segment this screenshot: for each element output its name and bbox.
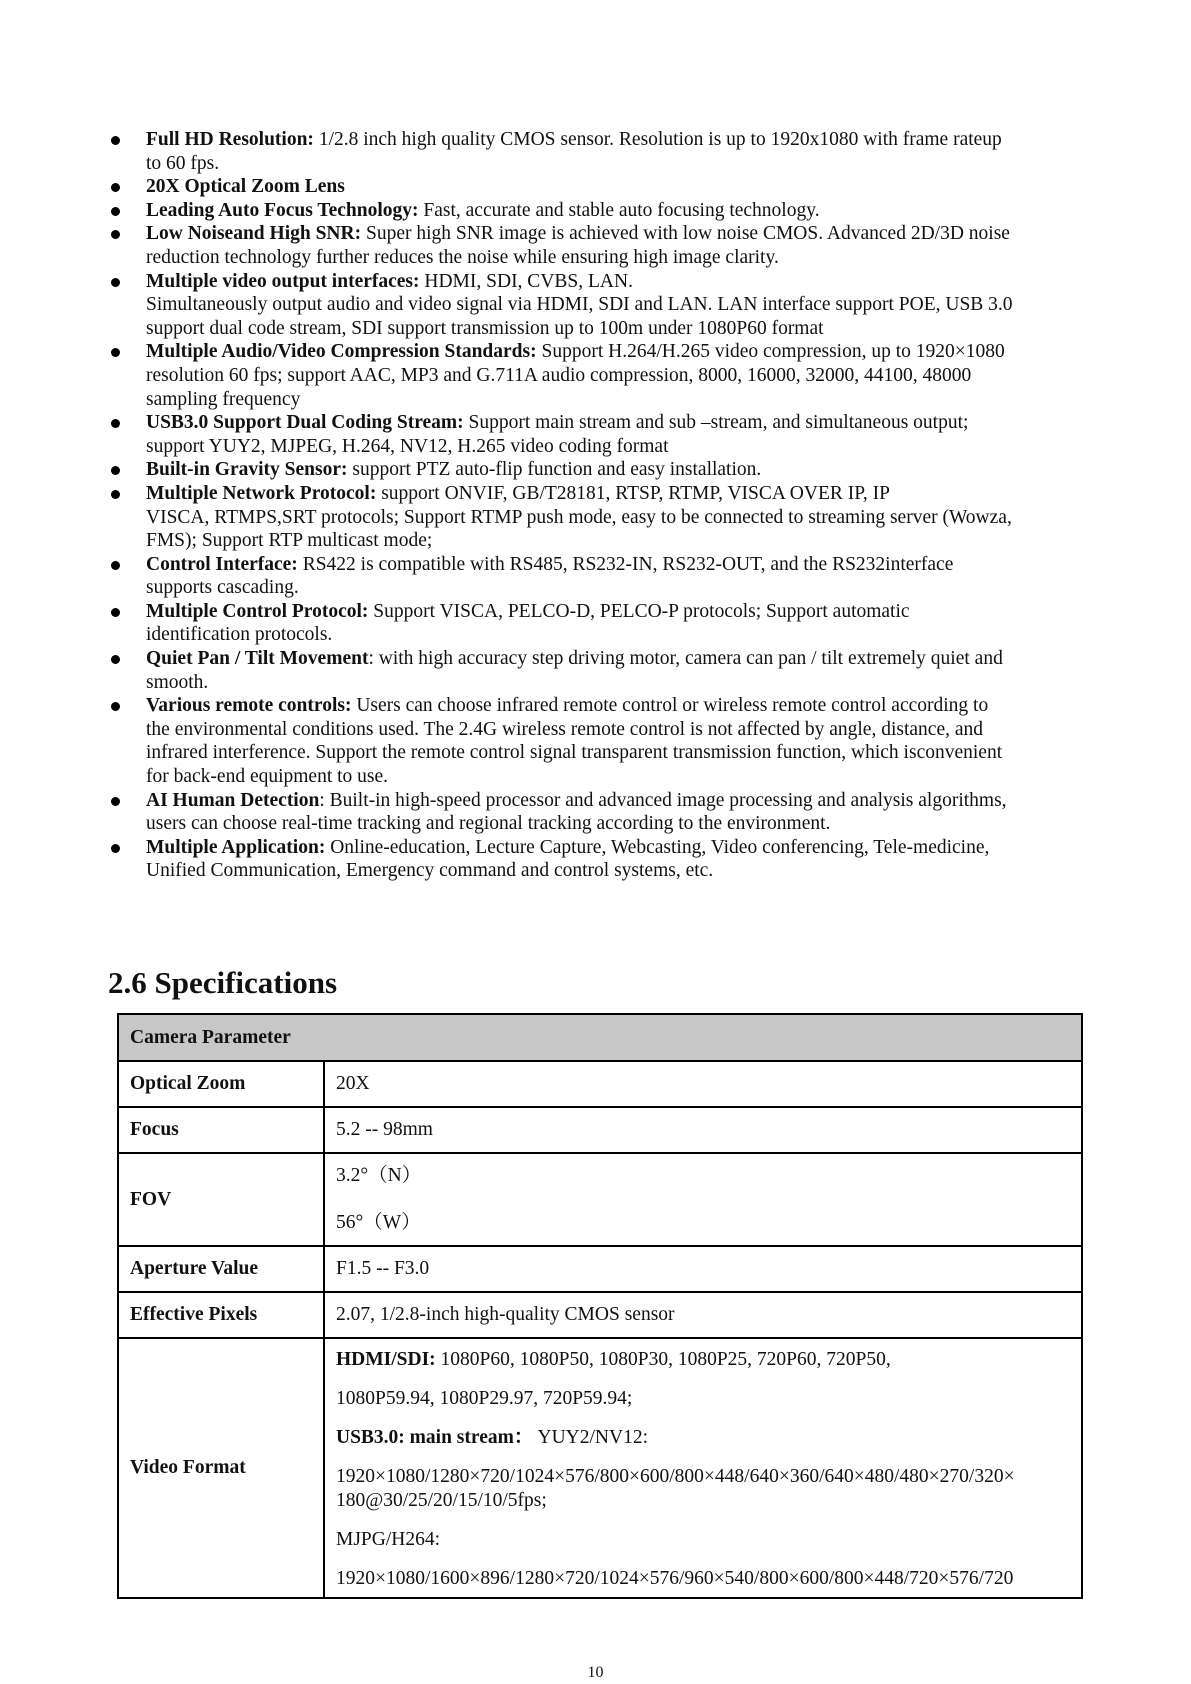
feature-title: AI Human Detection (146, 789, 320, 811)
bullet-icon (111, 230, 120, 239)
feature-title: Control Interface: (146, 553, 298, 575)
bullet-icon (111, 466, 120, 475)
feature-text: Support main stream and sub –stream, and simultaneous output; (463, 412, 969, 434)
bullet-icon (111, 561, 120, 570)
usb-formats: 1920×1080/1280×720/1024×576/800×600/800×448/640×360/640×480/480×270/320× (336, 1466, 1015, 1487)
bullet-icon (111, 278, 120, 287)
feature-text-line: FMS); Support RTP multicast mode; (146, 530, 433, 552)
mjpg-title: MJPG/H264: (336, 1529, 441, 1550)
feature-text: Super high SNR image is achieved with low noise CMOS. Advanced 2D/3D noise (361, 223, 1010, 245)
optical-zoom-value: 20X (324, 1061, 1082, 1107)
feature-title: 20X Optical Zoom Lens (146, 176, 345, 198)
feature-title: Various remote controls: (146, 695, 352, 717)
feature-title: Multiple video output interfaces: (146, 270, 420, 292)
feature-item (108, 482, 1094, 553)
feature-text-line: for back-end equipment to use. (146, 766, 389, 788)
aperture-value: F1.5 -- F3.0 (324, 1246, 1082, 1292)
feature-item (108, 600, 1094, 647)
table-header: Camera Parameter (118, 1014, 1082, 1061)
feature-text: Users can choose infrared remote control or wireless remote control according to (351, 695, 989, 717)
feature-text: : with high accuracy step driving motor, camera can pan / tilt extremely quiet and (368, 648, 1003, 670)
hdmi-formats: 1080P60, 1080P50, 1080P30, 1080P25, 720P60, 720P50, (435, 1349, 891, 1370)
feature-text-line: infrared interference. Support the remote control signal transparent transmission function, which isconvenient (146, 742, 1003, 764)
pixels-label: Effective Pixels (118, 1292, 324, 1338)
spec-table (117, 1013, 1083, 1599)
feature-text-line: users can choose real-time tracking and regional tracking according to the environment. (146, 813, 831, 835)
focus-value: 5.2 -- 98mm (324, 1107, 1082, 1153)
table-row (118, 1153, 1082, 1246)
feature-text-line: smooth. (146, 671, 209, 693)
feature-item (108, 270, 1094, 341)
feature-text: RS422 is compatible with RS485, RS232-IN, RS232-OUT, and the RS232interface (297, 553, 954, 575)
video-format-label: Video Format (118, 1338, 324, 1598)
feature-title: USB3.0 Support Dual Coding Stream: (146, 412, 464, 434)
feature-title: Quiet Pan / Tilt Movement (146, 648, 369, 670)
usb-line (336, 1426, 1070, 1450)
hdmi-title: HDMI/SDI: (336, 1349, 436, 1370)
bullet-icon (111, 655, 120, 664)
feature-item (108, 694, 1094, 788)
fov-wide: 56°（W） (336, 1212, 421, 1233)
feature-item (108, 553, 1094, 600)
optical-zoom-label: Optical Zoom (118, 1061, 324, 1107)
bullet-icon (111, 183, 120, 192)
bullet-icon (111, 419, 120, 428)
feature-item (108, 458, 1094, 482)
feature-item (108, 222, 1094, 269)
feature-item (108, 411, 1094, 458)
bullet-icon (111, 490, 120, 499)
feature-item (108, 340, 1094, 411)
table-row (118, 1292, 1082, 1338)
feature-title: Multiple Application: (146, 836, 326, 858)
feature-text-line: Unified Communication, Emergency command and control systems, etc. (146, 860, 714, 882)
feature-item (108, 789, 1094, 836)
fov-narrow: 3.2°（N） (336, 1165, 422, 1186)
focus-label: Focus (118, 1107, 324, 1153)
table-row (118, 1061, 1082, 1107)
feature-item (108, 199, 1094, 223)
feature-text-line: resolution 60 fps; support AAC, MP3 and G.711A audio compression, 8000, 16000, 32000, 44100, 48000 (146, 364, 972, 386)
bullet-icon (111, 348, 120, 357)
fov-value (324, 1153, 1082, 1246)
feature-text: Fast, accurate and stable auto focusing technology. (418, 199, 820, 221)
feature-title: Multiple Control Protocol: (146, 600, 369, 622)
hdmi-line-2: 1080P59.94, 1080P29.97, 720P59.94; (336, 1388, 633, 1409)
feature-list (108, 128, 1094, 883)
bullet-icon (111, 608, 120, 617)
mjpg-formats: 1920×1080/1600×896/1280×720/1024×576/960×540/800×600/800×448/720×576/720 (336, 1568, 1014, 1589)
table-row (118, 1246, 1082, 1292)
aperture-label: Aperture Value (118, 1246, 324, 1292)
feature-text: Online-education, Lecture Capture, Webcasting, Video conferencing, Tele-medicine, (325, 836, 990, 858)
feature-text-line: reduction technology further reduces the noise while ensuring high image clarity. (146, 246, 779, 268)
feature-text-line: sampling frequency (146, 388, 301, 410)
feature-title: Full HD Resolution: (146, 129, 314, 150)
feature-title: Leading Auto Focus Technology: (146, 199, 419, 221)
feature-text: : Built-in high-speed processor and advanced image processing and analysis algorithms, (319, 789, 1007, 811)
feature-title: Multiple Network Protocol: (146, 482, 377, 504)
usb-text: YUY2/NV12: (533, 1427, 648, 1448)
feature-text-line: VISCA, RTMPS,SRT protocols; Support RTMP push mode, easy to be connected to streaming server (Wowza, (146, 506, 1012, 528)
feature-text-line: to 60 fps. (146, 152, 220, 174)
feature-text-line: Simultaneously output audio and video signal via HDMI, SDI and LAN. LAN interface support POE, USB 3.0 (146, 294, 1013, 316)
hdmi-line (336, 1348, 1070, 1372)
bullet-icon (111, 136, 120, 145)
table-header-row (118, 1014, 1082, 1061)
feature-text-line: identification protocols. (146, 624, 333, 646)
feature-text: support PTZ auto-flip function and easy installation. (347, 459, 762, 481)
feature-title: Low Noiseand High SNR: (146, 223, 362, 245)
feature-item (108, 647, 1094, 694)
feature-item (108, 836, 1094, 883)
pixels-value: 2.07, 1/2.8-inch high-quality CMOS sensor (324, 1292, 1082, 1338)
feature-text: support ONVIF, GB/T28181, RTSP, RTMP, VISCA OVER IP, IP (376, 482, 891, 504)
feature-text-line: the environmental conditions used. The 2.4G wireless remote control is not affected by angle, distance, and (146, 718, 984, 740)
bullet-icon (111, 797, 120, 806)
usb-fps: 180@30/25/20/15/10/5fps; (336, 1490, 547, 1511)
feature-text: Support H.264/H.265 video compression, up to 1920×1080 (536, 341, 1005, 363)
feature-text: HDMI, SDI, CVBS, LAN. (419, 270, 633, 292)
feature-item (108, 175, 1094, 199)
table-row (118, 1338, 1082, 1598)
feature-title: Multiple Audio/Video Compression Standards: (146, 341, 537, 363)
page-number: 10 (587, 1664, 604, 1681)
feature-text-line: support dual code stream, SDI support transmission up to 100m under 1080P60 format (146, 317, 824, 339)
feature-text-line: supports cascading. (146, 577, 299, 599)
section-heading: 2.6 Specifications (108, 965, 338, 1000)
usb-title: USB3.0: main stream： (336, 1427, 534, 1448)
fov-label: FOV (118, 1153, 324, 1246)
feature-title: Built-in Gravity Sensor: (146, 459, 348, 481)
bullet-icon (111, 702, 120, 711)
feature-text-line: support YUY2, MJPEG, H.264, NV12, H.265 video coding format (146, 435, 669, 457)
feature-text: Support VISCA, PELCO-D, PELCO-P protocols; Support automatic (368, 600, 910, 622)
video-format-value (324, 1338, 1082, 1598)
feature-text: 1/2.8 inch high quality CMOS sensor. Resolution is up to 1920x1080 with frame rateup (313, 129, 1002, 150)
feature-item (108, 128, 1094, 175)
bullet-icon (111, 207, 120, 216)
bullet-icon (111, 844, 120, 853)
table-row (118, 1107, 1082, 1153)
